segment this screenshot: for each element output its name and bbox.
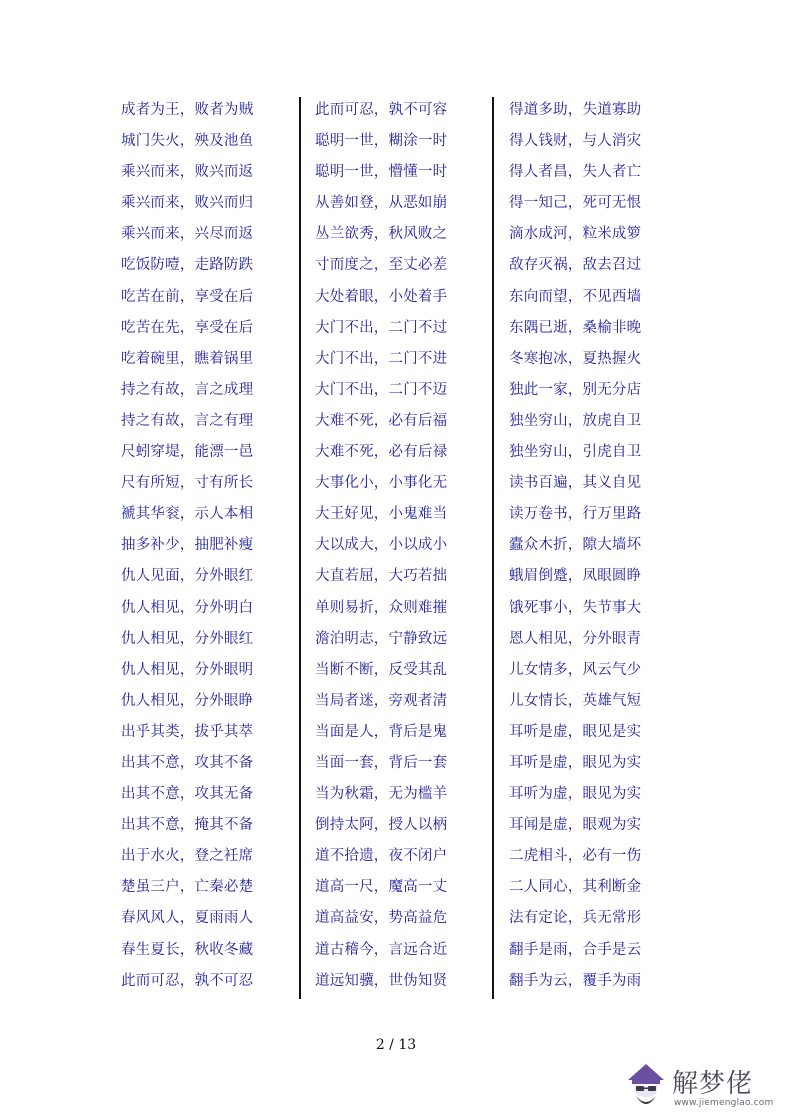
idiom-line: 蛾眉倒蹙，凤眼圆睁 xyxy=(509,568,642,585)
idiom-line: 大事化小，小事化无 xyxy=(315,475,448,492)
idiom-line: 城门失火，殃及池鱼 xyxy=(121,133,254,150)
idiom-line: 吃饭防噎，走路防跌 xyxy=(121,257,254,274)
fortune-teller-logo-icon xyxy=(624,1060,668,1112)
idiom-line: 出乎其类，拔乎其萃 xyxy=(121,723,254,740)
idiom-line: 倒持太阿，授人以柄 xyxy=(315,817,448,834)
idiom-line: 聪明一世，懵懂一时 xyxy=(315,164,448,181)
watermark-url: www.jiemenglao.com xyxy=(674,1098,774,1108)
idiom-line: 丛兰欲秀，秋风败之 xyxy=(315,226,448,243)
idiom-line: 褫其华衮，示人本相 xyxy=(121,506,254,523)
idiom-line: 翻手是雨，合手是云 xyxy=(509,941,642,958)
idiom-line: 得一知己，死可无恨 xyxy=(509,195,642,212)
idiom-line: 恩人相见，分外眼青 xyxy=(509,630,642,647)
idiom-line: 春风风人，夏雨雨人 xyxy=(121,910,254,927)
idiom-line: 当面一套，背后一套 xyxy=(315,754,448,771)
column-divider-2 xyxy=(492,97,494,999)
idiom-line: 仇人相见，分外眼红 xyxy=(121,630,254,647)
idiom-line: 耳闻是虚，眼观为实 xyxy=(509,817,642,834)
idiom-line: 楚虽三户，亡秦必楚 xyxy=(121,879,254,896)
idiom-line: 乘兴而来，兴尽而返 xyxy=(121,226,254,243)
idiom-line: 大难不死，必有后禄 xyxy=(315,444,448,461)
idiom-line: 大以成大，小以成小 xyxy=(315,537,448,554)
watermark-title: 解梦佬 xyxy=(672,1069,754,1099)
idiom-line: 独此一家，别无分店 xyxy=(509,381,642,398)
idiom-line: 读书百遍，其义自见 xyxy=(509,475,642,492)
column-divider-1 xyxy=(299,97,301,999)
idiom-line: 吃着碗里，瞧着锅里 xyxy=(121,350,254,367)
idiom-line: 乘兴而来，败兴而返 xyxy=(121,164,254,181)
idiom-line: 澹泊明志，宁静致远 xyxy=(315,630,448,647)
idiom-line: 吃苦在先，享受在后 xyxy=(121,319,254,336)
idiom-line: 得道多助，失道寡助 xyxy=(509,102,642,118)
idiom-line: 乘兴而来，败兴而归 xyxy=(121,195,254,212)
watermark xyxy=(624,1060,784,1116)
idiom-line: 仇人见面，分外眼红 xyxy=(121,568,254,585)
idiom-line: 耳听是虚，眼见为实 xyxy=(509,754,642,771)
idiom-line: 持之有故，言之成理 xyxy=(121,381,254,398)
idiom-line: 耳听是虚，眼见是实 xyxy=(509,723,642,740)
idiom-line: 春生夏长，秋收冬藏 xyxy=(121,941,254,958)
idiom-line: 仇人相见，分外明白 xyxy=(121,599,254,616)
idiom-line: 冬寒抱冰，夏热握火 xyxy=(509,350,642,367)
idiom-line: 聪明一世，糊涂一时 xyxy=(315,133,448,150)
column-3 xyxy=(509,95,679,997)
column-2 xyxy=(315,95,485,997)
idiom-line: 当面是人，背后是鬼 xyxy=(315,723,448,740)
idiom-line: 从善如登，从恶如崩 xyxy=(315,195,448,212)
idiom-line: 大门不出，二门不进 xyxy=(315,350,448,367)
idiom-line: 仇人相见，分外眼睁 xyxy=(121,692,254,709)
idiom-line: 道高一尺，魔高一丈 xyxy=(315,879,448,896)
idiom-line: 出其不意，掩其不备 xyxy=(121,817,254,834)
idiom-line: 仇人相见，分外眼明 xyxy=(121,661,254,678)
idiom-line: 独坐穷山，引虎自卫 xyxy=(509,444,642,461)
idiom-line: 道古稽今，言远合近 xyxy=(315,941,448,958)
idiom-line: 读万卷书，行万里路 xyxy=(509,506,642,523)
idiom-line: 大难不死，必有后福 xyxy=(315,412,448,429)
idiom-line: 独坐穷山，放虎自卫 xyxy=(509,412,642,429)
idiom-line: 持之有故，言之有理 xyxy=(121,412,254,429)
idiom-line: 耳听为虚，眼见为实 xyxy=(509,786,642,803)
idiom-line: 出其不意，攻其无备 xyxy=(121,786,254,803)
idiom-line: 得人钱财，与人消灾 xyxy=(509,133,642,150)
idiom-line: 大门不出，二门不迈 xyxy=(315,381,448,398)
idiom-line: 饿死事小，失节事大 xyxy=(509,599,642,616)
idiom-line: 吃苦在前，享受在后 xyxy=(121,288,254,305)
idiom-line: 大直若屈，大巧若拙 xyxy=(315,568,448,585)
idiom-line: 二人同心，其利断金 xyxy=(509,879,642,896)
idiom-line: 敌存灭祸，敌去召过 xyxy=(509,257,642,274)
idiom-line: 道高益安，势高益危 xyxy=(315,910,448,927)
idiom-line: 尺蚓穿堤，能漂一邑 xyxy=(121,444,254,461)
idiom-line: 出于水火，登之衽席 xyxy=(121,848,254,865)
idiom-line: 儿女情多，风云气少 xyxy=(509,661,642,678)
idiom-line: 大处着眼，小处着手 xyxy=(315,288,448,305)
idiom-line: 寸而度之，至丈必差 xyxy=(315,257,448,274)
idiom-line: 大门不出，二门不过 xyxy=(315,319,448,336)
idiom-line: 此而可忍，孰不可容 xyxy=(315,102,448,118)
idiom-line: 东隅已逝，桑榆非晚 xyxy=(509,319,642,336)
idiom-line: 蠹众木折，隙大墙坏 xyxy=(509,537,642,554)
idiom-line: 抽多补少，抽肥补瘦 xyxy=(121,537,254,554)
idiom-line: 得人者昌，失人者亡 xyxy=(509,164,642,181)
idiom-line: 尺有所短，寸有所长 xyxy=(121,475,254,492)
column-1 xyxy=(121,95,291,997)
idiom-line: 二虎相斗，必有一伤 xyxy=(509,848,642,865)
idiom-line: 道远知骥，世伪知贤 xyxy=(315,972,448,989)
idiom-line: 单则易折，众则难摧 xyxy=(315,599,448,616)
idiom-line: 此而可忍，孰不可忍 xyxy=(121,972,254,989)
idiom-line: 滴水成河，粒米成箩 xyxy=(509,226,642,243)
idiom-line: 法有定论，兵无常形 xyxy=(509,910,642,927)
idiom-line: 当局者迷，旁观者清 xyxy=(315,692,448,709)
page-number: 2 / 13 xyxy=(375,1037,417,1053)
idiom-line: 儿女情长，英雄气短 xyxy=(509,692,642,709)
idiom-line: 当断不断，反受其乱 xyxy=(315,661,448,678)
idiom-line: 出其不意，攻其不备 xyxy=(121,754,254,771)
idiom-line: 大王好见，小鬼难当 xyxy=(315,506,448,523)
idiom-line: 翻手为云，覆手为雨 xyxy=(509,972,642,989)
idiom-line: 当为秋霜，无为槛羊 xyxy=(315,786,448,803)
idiom-line: 道不拾遗，夜不闭户 xyxy=(315,848,448,865)
idiom-line: 东向而望，不见西墙 xyxy=(509,288,642,305)
idiom-line: 成者为王，败者为贼 xyxy=(121,102,254,118)
